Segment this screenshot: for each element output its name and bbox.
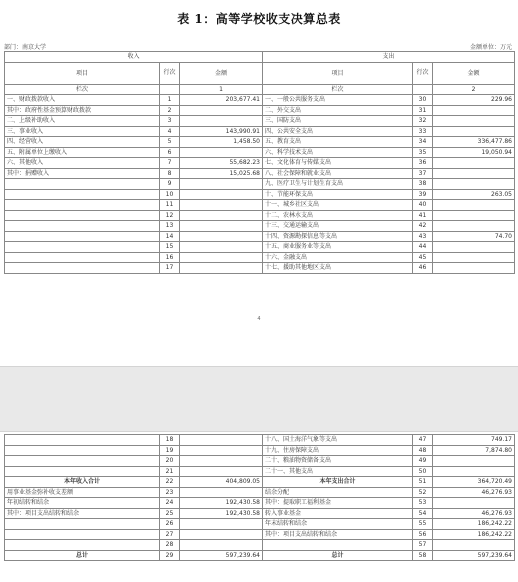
expense-row-no-cell: 49 [413,456,433,467]
table-row [5,189,515,200]
table-row [5,221,515,232]
expense-item-cell: 结余分配 [263,487,413,498]
income-row-no-cell: 27 [160,529,180,540]
expense-amount-cell [433,466,515,477]
income-row-no-cell: 14 [160,231,180,242]
expense-row-no-cell: 45 [413,252,433,263]
expense-item-cell: 二十一、其他支出 [263,466,413,477]
income-row-no-cell: 10 [160,189,180,200]
expense-amount-cell: 7,874.80 [433,445,515,456]
income-amount-cell [180,435,263,446]
expense-row-no-cell: 43 [413,231,433,242]
summary-table-top [4,51,515,274]
income-item-cell [5,189,160,200]
income-item-cell [5,529,160,540]
income-amount-cell [180,189,263,200]
income-row-no-cell: 24 [160,498,180,509]
report-title: 表 1：高等学校收支决算总表 [177,12,341,26]
income-row-no-cell: 5 [160,137,180,148]
expense-item-cell: 总计 [263,550,413,561]
expense-item-cell: 其中：项目支出结转和结余 [263,529,413,540]
expense-item-cell: 一、一般公共服务支出 [263,95,413,106]
expense-amount-cell: 229.96 [433,95,515,106]
expense-row-no-cell: 57 [413,540,433,551]
income-amount-cell [180,105,263,116]
expense-amount-cell [433,252,515,263]
expense-row-no-cell: 40 [413,200,433,211]
table-row [5,487,515,498]
expense-amount-header: 金额 [433,62,515,84]
expense-row-no-cell: 37 [413,168,433,179]
expense-item-cell: 十六、金融支出 [263,252,413,263]
expense-item-cell: 十八、国土海洋气象等支出 [263,435,413,446]
income-amount-cell: 15,025.68 [180,168,263,179]
expense-item-header: 项目 [263,62,413,84]
table-row [5,231,515,242]
expense-item-cell: 四、公共安全支出 [263,126,413,137]
table-row [5,200,515,211]
table-row [5,137,515,148]
income-item-cell: 总计 [5,550,160,561]
table-row [5,498,515,509]
income-section-header: 收入 [5,52,263,63]
income-row-no-cell: 2 [160,105,180,116]
income-item-cell [5,466,160,477]
income-amount-cell [180,529,263,540]
table-row [5,263,515,274]
income-amount-cell: 597,239.64 [180,550,263,561]
column-header-row [5,62,515,84]
expense-item-cell: 十四、资源勘探信息等支出 [263,231,413,242]
expense-row-no-cell: 42 [413,221,433,232]
table-row [5,550,515,561]
income-item-cell: 年初结转和结余 [5,498,160,509]
table-row [5,466,515,477]
expense-amount-cell [433,126,515,137]
table-row [5,508,515,519]
expense-amount-cell: 186,242.22 [433,519,515,530]
expense-amount-cell [433,456,515,467]
income-item-cell [5,231,160,242]
expense-section-header: 支出 [263,52,515,63]
income-amount-cell [180,519,263,530]
income-amount-cell [180,263,263,274]
income-amount-cell [180,231,263,242]
expense-row-no-cell: 54 [413,508,433,519]
expense-amount-cell [433,168,515,179]
income-amount-cell: 192,430.58 [180,498,263,509]
income-row-no-cell: 17 [160,263,180,274]
expense-row-no-cell: 39 [413,189,433,200]
income-item-cell: 本年收入合计 [5,477,160,488]
income-item-cell: 其中：捐赠收入 [5,168,160,179]
income-amount-cell [180,116,263,127]
income-item-cell [5,445,160,456]
income-item-cell [5,179,160,190]
expense-item-cell: 其中：提取职工福利基金 [263,498,413,509]
expense-amount-cell: 19,050.94 [433,147,515,158]
section-header-row [5,52,515,63]
expense-item-cell: 二十、粮油物资储备支出 [263,456,413,467]
income-amount-cell: 1,458.50 [180,137,263,148]
expense-item-cell: 八、社会保障和就业支出 [263,168,413,179]
table-row [5,158,515,169]
income-item-cell [5,519,160,530]
expense-item-cell: 年末结转和结余 [263,519,413,530]
income-row-no-cell: 20 [160,456,180,467]
income-col-label: 栏次 [5,84,160,95]
expense-item-cell: 十五、商业服务业等支出 [263,242,413,253]
table-row [5,147,515,158]
expense-row-no-cell: 36 [413,158,433,169]
income-amount-cell [180,252,263,263]
expense-item-cell: 十、节能环保支出 [263,189,413,200]
income-row-no-cell: 15 [160,242,180,253]
income-row-no-cell: 4 [160,126,180,137]
income-item-cell: 用事业基金弥补收支差额 [5,487,160,498]
income-row-no-cell: 26 [160,519,180,530]
income-item-cell [5,221,160,232]
expense-amount-cell [433,221,515,232]
income-amount-cell [180,179,263,190]
expense-row-no-cell: 41 [413,210,433,221]
expense-amount-cell: 46,276.93 [433,487,515,498]
income-item-cell: 其中：政府性基金预算财政拨款 [5,105,160,116]
table-row [5,519,515,530]
income-item-cell [5,200,160,211]
expense-amount-cell [433,263,515,274]
income-amount-cell [180,147,263,158]
expense-amount-cell [433,200,515,211]
expense-row-no-cell: 51 [413,477,433,488]
income-item-cell [5,210,160,221]
expense-amount-cell: 364,720.49 [433,477,515,488]
expense-amount-cell [433,210,515,221]
income-amount-cell [180,210,263,221]
income-row-no-cell: 1 [160,95,180,106]
expense-col-index: 2 [433,84,515,95]
income-item-cell: 其中：项目支出结转和结余 [5,508,160,519]
income-amount-cell [180,456,263,467]
expense-item-cell: 三、国防支出 [263,116,413,127]
expense-item-cell: 十二、农林水支出 [263,210,413,221]
expense-row-no-cell: 32 [413,116,433,127]
income-amount-cell [180,540,263,551]
income-item-cell: 一、财政拨款收入 [5,95,160,106]
expense-row-no-cell: 33 [413,126,433,137]
income-row-no-cell: 3 [160,116,180,127]
table-row [5,116,515,127]
income-item-cell [5,263,160,274]
income-row-no-cell: 23 [160,487,180,498]
income-row-no-cell: 19 [160,445,180,456]
expense-row-no-cell: 34 [413,137,433,148]
income-row-no-cell: 22 [160,477,180,488]
page-gap [0,366,518,432]
expense-amount-cell [433,179,515,190]
income-item-cell: 五、附属单位上缴收入 [5,147,160,158]
table-row [5,126,515,137]
expense-item-cell: 二、外交支出 [263,105,413,116]
income-item-cell [5,252,160,263]
income-amount-cell: 55,682.23 [180,158,263,169]
income-item-cell [5,456,160,467]
income-row-no-cell: 28 [160,540,180,551]
income-item-cell [5,242,160,253]
table-row [5,252,515,263]
expense-row-no-cell: 38 [413,179,433,190]
expense-row-no-cell: 58 [413,550,433,561]
income-amount-header: 金额 [180,62,263,84]
expense-row-no-cell: 56 [413,529,433,540]
income-amount-cell: 203,677.41 [180,95,263,106]
expense-amount-cell: 597,239.64 [433,550,515,561]
column-index-row [5,84,515,95]
expense-col-label: 栏次 [263,84,413,95]
income-amount-cell [180,466,263,477]
income-row-no-cell: 13 [160,221,180,232]
table-row [5,105,515,116]
income-amount-cell [180,487,263,498]
expense-item-cell: 九、医疗卫生与计划生育支出 [263,179,413,190]
expense-amount-cell [433,105,515,116]
income-row-no-cell: 21 [160,466,180,477]
expense-amount-cell: 336,477.86 [433,137,515,148]
expense-item-cell: 五、教育支出 [263,137,413,148]
income-amount-cell [180,445,263,456]
expense-amount-cell [433,116,515,127]
expense-amount-cell: 263.05 [433,189,515,200]
table-row [5,210,515,221]
income-item-cell: 六、其他收入 [5,158,160,169]
table-row [5,540,515,551]
expense-row-no-cell: 48 [413,445,433,456]
expense-amount-cell [433,242,515,253]
income-row-no-cell: 8 [160,168,180,179]
table-row [5,179,515,190]
expense-row-no-cell: 31 [413,105,433,116]
expense-item-cell: 本年支出合计 [263,477,413,488]
income-row-no-cell: 25 [160,508,180,519]
expense-row-no-cell: 52 [413,487,433,498]
income-item-cell: 三、事业收入 [5,126,160,137]
income-item-cell: 二、上级补助收入 [5,116,160,127]
income-item-cell [5,435,160,446]
expense-item-cell: 十七、援助其他地区支出 [263,263,413,274]
income-amount-cell [180,221,263,232]
expense-amount-cell [433,540,515,551]
income-amount-cell [180,242,263,253]
table-row [5,242,515,253]
income-row-no-cell: 11 [160,200,180,211]
table-row [5,95,515,106]
expense-row-no-cell: 30 [413,95,433,106]
income-amount-cell [180,200,263,211]
department-label: 部门：南京大学 [4,44,47,51]
table-row [5,435,515,446]
expense-amount-cell: 186,242.22 [433,529,515,540]
expense-row-no-cell: 50 [413,466,433,477]
expense-item-cell: 十九、住房保障支出 [263,445,413,456]
expense-item-cell: 转入事业基金 [263,508,413,519]
expense-amount-cell: 74.70 [433,231,515,242]
table-row [5,445,515,456]
income-row-no-cell: 7 [160,158,180,169]
expense-row-no-cell: 47 [413,435,433,446]
expense-item-cell: 十三、交通运输支出 [263,221,413,232]
currency-unit-label: 金额单位：万元 [469,44,512,51]
table-row [5,456,515,467]
expense-row-no-header: 行次 [413,62,433,84]
expense-amount-cell [433,158,515,169]
income-row-no-cell: 29 [160,550,180,561]
expense-amount-cell: 749.17 [433,435,515,446]
table-row [5,477,515,488]
expense-row-no-cell: 53 [413,498,433,509]
expense-item-cell [263,540,413,551]
income-amount-cell: 143,990.91 [180,126,263,137]
income-item-cell: 四、经营收入 [5,137,160,148]
income-amount-cell: 192,430.58 [180,508,263,519]
expense-row-no-cell: 44 [413,242,433,253]
income-item-header: 项目 [5,62,160,84]
income-item-cell [5,540,160,551]
expense-row-no-cell: 46 [413,263,433,274]
table-row [5,168,515,179]
income-amount-cell: 404,809.05 [180,477,263,488]
income-row-no-cell: 6 [160,147,180,158]
income-row-no-cell: 12 [160,210,180,221]
income-row-no-cell: 16 [160,252,180,263]
expense-amount-cell: 46,276.93 [433,508,515,519]
income-row-no-cell: 18 [160,435,180,446]
income-col-index: 1 [180,84,263,95]
expense-row-no-cell: 55 [413,519,433,530]
expense-amount-cell [433,498,515,509]
summary-table-bottom [4,434,515,561]
income-row-no-header: 行次 [160,62,180,84]
expense-item-cell: 七、文化体育与传媒支出 [263,158,413,169]
expense-item-cell: 六、科学技术支出 [263,147,413,158]
expense-row-no-cell: 35 [413,147,433,158]
income-row-no-cell: 9 [160,179,180,190]
page-number: 4 [257,316,261,322]
expense-item-cell: 十一、城乡社区支出 [263,200,413,211]
table-row [5,529,515,540]
